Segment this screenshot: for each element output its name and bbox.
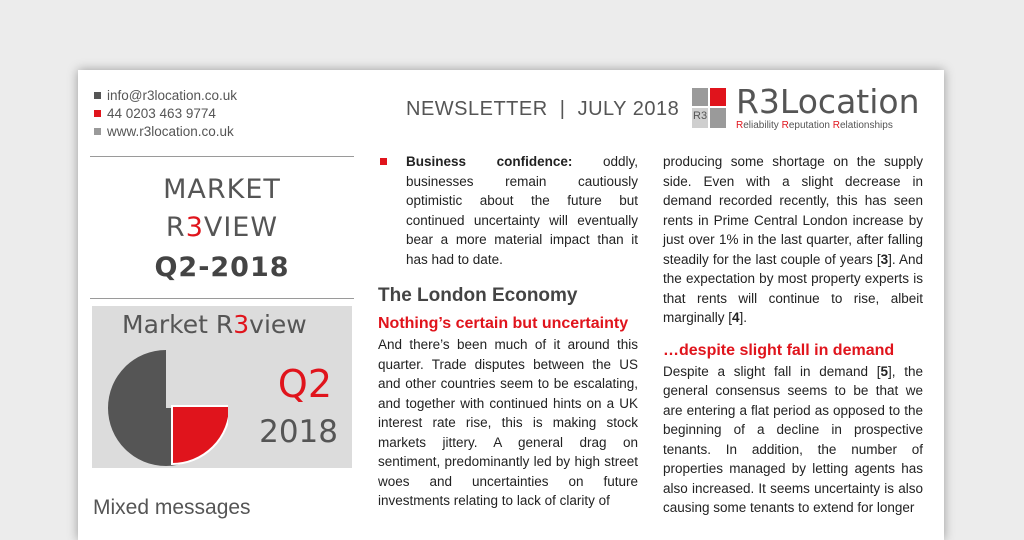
bullet-text: oddly, businesses remain cautiously optimistic about the future but continued uncertainty will eventually bear a more material impact than it has had to date. <box>406 154 638 267</box>
masthead-view: VIEW <box>203 212 279 243</box>
contact-website-text: www.r3location.co.uk <box>107 123 234 139</box>
pie-chart-icon <box>108 348 228 466</box>
bullet-label: Business confidence: <box>406 154 573 169</box>
logo-name: R3Location <box>736 82 920 121</box>
cover-title-c: view <box>249 310 307 339</box>
cover-graphic <box>92 306 352 468</box>
body-paragraph <box>663 362 923 518</box>
para1-part-c: ]. <box>739 310 748 325</box>
square-bullet-icon <box>94 128 101 135</box>
cover-title-3: 3 <box>233 310 250 339</box>
reference-4[interactable]: 4 <box>732 310 740 325</box>
masthead-line1: MARKET <box>163 174 281 205</box>
para1-part-b: ]. And the expectation by most property experts is that rents will continue to rise, albeit marginally [ <box>663 251 923 325</box>
tagline-r3: R <box>832 120 840 131</box>
cover-year: 2018 <box>259 414 338 450</box>
cover-title <box>122 310 307 339</box>
contact-email-text: info@r3location.co.uk <box>107 87 238 103</box>
section-heading: The London Economy <box>378 285 578 306</box>
square-bullet-icon <box>94 110 101 117</box>
contact-phone[interactable] <box>94 104 237 122</box>
masthead-3: 3 <box>185 212 204 243</box>
square-bullet-icon <box>380 158 387 165</box>
para2-part-a: Despite a slight fall in demand [ <box>663 363 881 379</box>
newsletter-page <box>78 70 944 540</box>
logo-mark-icon <box>692 88 728 128</box>
logo-mark-text: R3 <box>693 110 708 122</box>
contact-list <box>94 86 237 140</box>
logo-tagline <box>736 120 893 131</box>
tagline-word3: elationships <box>840 120 893 131</box>
masthead-line2 <box>90 212 354 243</box>
body-paragraph <box>663 152 923 328</box>
divider <box>90 298 354 299</box>
sub-heading: Nothing’s certain but uncertainty <box>378 315 629 332</box>
tagline-r1: R <box>736 120 744 131</box>
bullet-item <box>378 152 638 269</box>
divider <box>90 156 354 157</box>
masthead-quarter: Q2-2018 <box>154 252 290 283</box>
contact-phone-text: 44 0203 463 9774 <box>107 105 216 121</box>
masthead-r: R <box>165 212 186 243</box>
square-bullet-icon <box>94 92 101 99</box>
para2-part-b: ], the general consensus seems to be that we are entering a flat period as opposed to the beginning of a decline in prospective tenants. In addition, the number of properties managed by letting agents has also increased. It seems uncertainty is also causing some tenants to extend for longer <box>663 363 923 515</box>
contact-email[interactable] <box>94 86 237 104</box>
left-section-heading: Mixed messages <box>93 496 251 519</box>
reference-3[interactable]: 3 <box>880 251 889 267</box>
tagline-word2: eputation <box>788 120 833 131</box>
body-paragraph: And there’s been much of it around this quarter. Trade disputes between the US and other countries seem to be escalating, and together with continued hints on a UK interest rate rise, this is making stock markets jittery. A general drag on sentiment, predominantly led by high street woes and uncertainties on future investments relating to lack of clarity of <box>378 337 638 508</box>
right-column <box>663 152 923 518</box>
contact-website[interactable] <box>94 122 237 140</box>
cover-title-a: Market R <box>122 310 234 339</box>
tagline-r2: R <box>781 120 789 131</box>
para1-part-a: producing some shortage on the supply side. Even with a slight decrease in demand recorded recently, this has seen rents in Prime Central London increase by just over 1% in the last quarter, after falling steadily for the last couple of years [ <box>663 154 923 267</box>
sub-heading: …despite slight fall in demand <box>663 341 895 359</box>
tagline-word1: eliability <box>743 120 782 131</box>
middle-column <box>378 152 638 511</box>
reference-5[interactable]: 5 <box>880 363 888 379</box>
cover-quarter: Q2 <box>277 362 332 406</box>
newsletter-date: NEWSLETTER | JULY 2018 <box>406 98 680 120</box>
